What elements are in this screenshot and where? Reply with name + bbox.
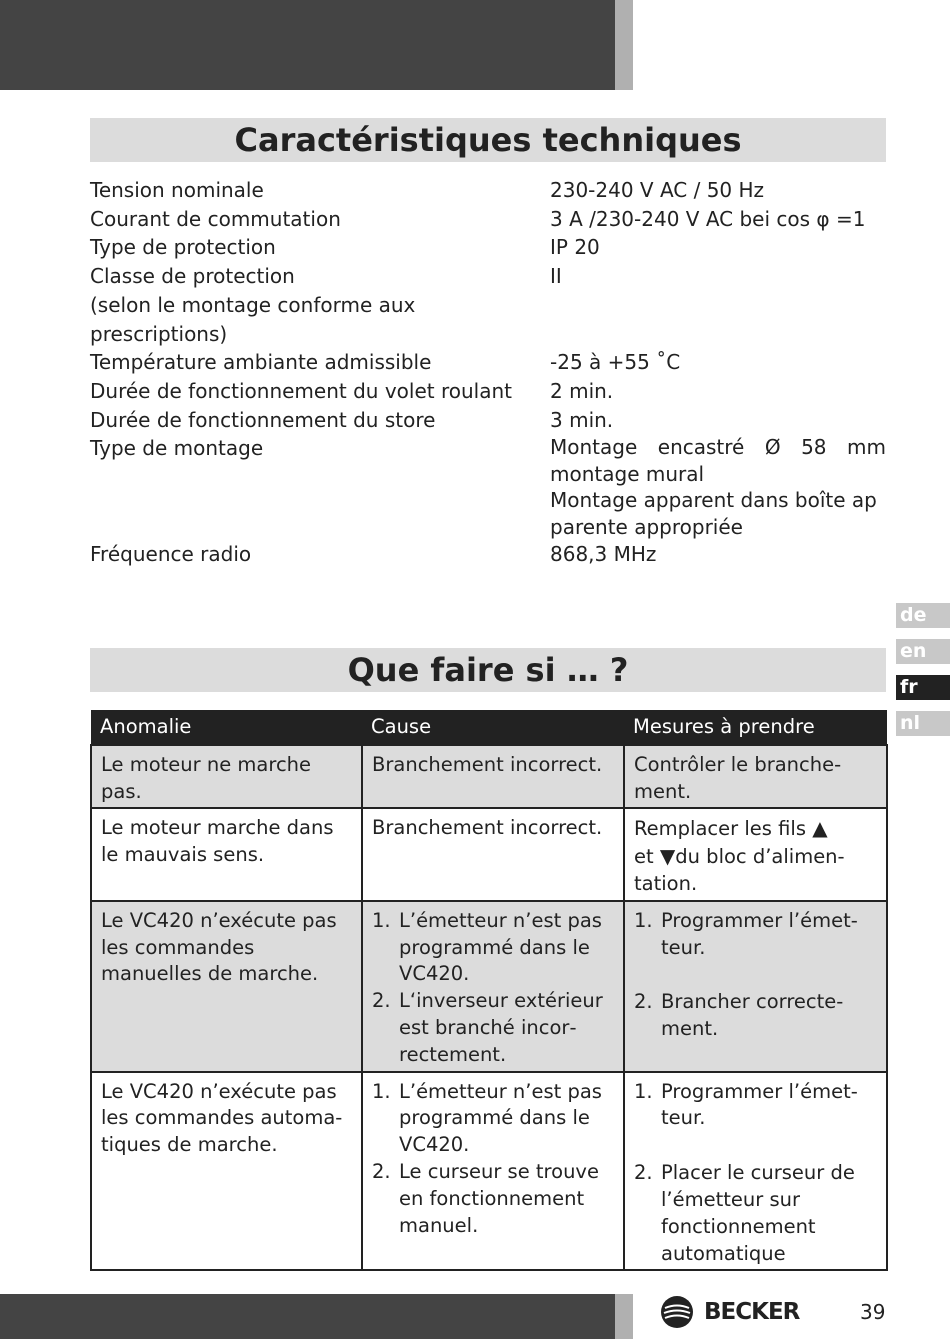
- cell-mesure: [624, 901, 887, 1072]
- list-item: 1. Programmer l’émetteur.: [634, 1079, 877, 1133]
- column-header-cause: Cause: [362, 710, 624, 745]
- cell-anomalie: Le moteur ne marche pas.: [91, 745, 362, 809]
- column-header-anomalie: Anomalie: [91, 710, 362, 745]
- top-header-bar: [0, 0, 615, 90]
- cell-anomalie: Le VC420 n’exécute pas les commandes manuelles de marche.: [91, 901, 362, 1072]
- spec-value: IP 20: [550, 235, 600, 260]
- footer-accent: [615, 1294, 633, 1339]
- table-row: [91, 808, 887, 900]
- spec-row: [90, 540, 886, 569]
- top-header-accent: [615, 0, 633, 90]
- cause-list: [372, 1079, 614, 1240]
- spec-row: [90, 291, 886, 320]
- spec-value: 3 A /230-240 V AC bei cos φ =1: [550, 206, 866, 231]
- language-tab-de[interactable]: de: [896, 603, 950, 628]
- spec-value: 868,3 MHz: [550, 542, 657, 567]
- spec-label: Type de protection: [90, 235, 276, 260]
- cell-cause: [362, 1072, 624, 1271]
- spec-row: [90, 348, 886, 377]
- list-item-text: Brancher correctement.: [661, 990, 844, 1041]
- list-item-text: L’émetteur n’est pas programmé dans le VC420.: [399, 1079, 602, 1157]
- footer-bar: [0, 1294, 615, 1339]
- spec-label: prescriptions): [90, 321, 228, 346]
- list-item-text: Placer le curseur de l’émetteur sur fonctionnement automatique: [661, 1161, 855, 1265]
- spec-value: [550, 320, 886, 349]
- cell-cause: Branchement incorrect.: [362, 745, 624, 809]
- mesure-list: [634, 908, 877, 1043]
- list-item: 1. Programmer l’émetteur.: [634, 908, 877, 962]
- spec-value: Montage apparent dans boîte ap parente appropriée: [550, 488, 877, 539]
- list-item-text: Le curseur se trouve en fonctionnement manuel.: [399, 1159, 599, 1237]
- section-title-troubleshooting: Que faire si … ?: [90, 648, 886, 692]
- list-item: 1. L’émetteur n’est pas programmé dans le VC420.: [372, 908, 614, 988]
- spec-value: 230-240 V AC / 50 Hz: [550, 178, 765, 202]
- mesure-text: Remplacer les fils: [634, 817, 806, 841]
- spec-row: [90, 377, 886, 406]
- list-item-text: Programmer l’émetteur.: [661, 908, 858, 959]
- page-number: 39: [860, 1300, 886, 1324]
- table-row: [91, 1072, 887, 1271]
- list-item-text: L‘inverseur extérieur est branché incorrectement.: [399, 989, 603, 1066]
- list-item-text: L’émetteur n’est pas programmé dans le VC420.: [399, 908, 602, 986]
- spec-row: [90, 233, 886, 262]
- list-item: 2. Placer le curseur de l’émetteur sur fonctionnement automatique: [634, 1160, 877, 1267]
- brand-logo: [660, 1295, 799, 1329]
- cell-anomalie: Le moteur marche dans le mauvais sens.: [91, 808, 362, 900]
- spec-value: Montage encastré Ø 58 mm montage mural: [550, 435, 886, 486]
- spec-label: Durée de fonctionnement du store: [90, 407, 436, 432]
- language-tab-en[interactable]: en: [896, 639, 950, 664]
- specifications-list: [90, 176, 886, 569]
- cell-mesure: Contrôler le branchement.: [624, 745, 887, 809]
- troubleshooting-table: [90, 710, 888, 1271]
- spec-label: Type de montage: [90, 436, 264, 461]
- table-header-row: [91, 710, 887, 745]
- language-tab-fr[interactable]: fr: [896, 675, 950, 700]
- language-tabs: [896, 603, 950, 747]
- cell-mesure: [624, 1072, 887, 1271]
- spec-value: II: [550, 264, 562, 289]
- spec-row: [90, 176, 886, 205]
- list-item-text: Programmer l’émetteur.: [661, 1079, 858, 1130]
- mesure-text: et: [634, 845, 654, 869]
- cell-cause: [362, 901, 624, 1072]
- spec-row: [90, 487, 886, 540]
- list-item: 1. L’émetteur n’est pas programmé dans le VC420.: [372, 1079, 614, 1159]
- spec-label: Fréquence radio: [90, 542, 252, 567]
- list-item: 2. Brancher correctement.: [634, 989, 877, 1043]
- section-title-specifications: Caractéristiques techniques: [90, 118, 886, 162]
- spec-label: Classe de protection: [90, 264, 295, 289]
- spec-value: [550, 291, 886, 320]
- table-row: [91, 901, 887, 1072]
- table-row: [91, 745, 887, 809]
- triangle-up-icon: ▲: [812, 816, 828, 841]
- spec-label: [90, 487, 550, 540]
- spec-row: [90, 205, 886, 234]
- column-header-mesures: Mesures à prendre: [624, 710, 887, 745]
- spec-label: (selon le montage conforme aux: [90, 292, 416, 317]
- mesure-list: [634, 1079, 877, 1268]
- language-tab-nl[interactable]: nl: [896, 711, 950, 736]
- spec-value: -25 à +55 ˚C: [550, 350, 681, 375]
- spec-label: Tension nominale: [90, 178, 264, 202]
- mesure-text: du bloc d’alimentation.: [634, 845, 845, 895]
- spec-label: Courant de commutation: [90, 206, 341, 231]
- list-item: 2. Le curseur se trouve en fonctionnement manuel.: [372, 1159, 614, 1239]
- brand-name: BECKER: [704, 1299, 800, 1325]
- spec-row: [90, 320, 886, 349]
- spec-label: Température ambiante admissible: [90, 350, 432, 375]
- spec-row: [90, 434, 886, 487]
- cause-list: [372, 908, 614, 1069]
- list-item: 2. L‘inverseur extérieur est branché incorrectement.: [372, 988, 614, 1068]
- spec-row: [90, 262, 886, 291]
- cell-cause: Branchement incorrect.: [362, 808, 624, 900]
- spec-label: Durée de fonctionnement du volet roulant: [90, 378, 512, 403]
- cell-anomalie: Le VC420 n’exécute pas les commandes automatiques de marche.: [91, 1072, 362, 1271]
- spec-value: 2 min.: [550, 378, 614, 403]
- spec-row: [90, 406, 886, 435]
- becker-logo-icon: [660, 1295, 694, 1329]
- spec-value: 3 min.: [550, 407, 614, 432]
- triangle-down-icon: ▼: [659, 844, 676, 869]
- cell-mesure: [624, 808, 887, 900]
